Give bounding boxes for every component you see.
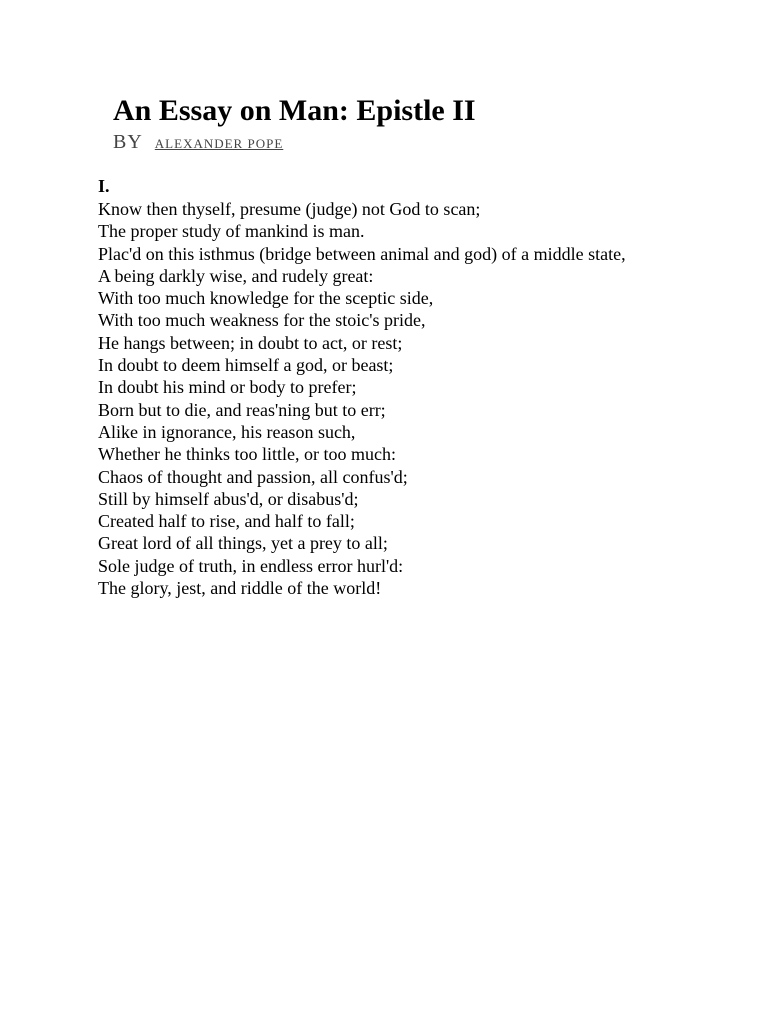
poem-line: In doubt to deem himself a god, or beast; <box>98 355 394 376</box>
section-number: I. <box>98 176 110 196</box>
poem-line: Know then thyself, presume (judge) not God to scan; <box>98 199 481 219</box>
poem-line: Whether he thinks too little, or too much: <box>98 444 396 465</box>
byline <box>113 128 283 158</box>
poem-line: In doubt his mind or body to prefer; <box>98 377 357 398</box>
poem-line: Born but to die, and reas'ning but to err; <box>98 399 386 420</box>
poem-line: Alike in ignorance, his reason such, <box>98 421 356 442</box>
poem-line: Chaos of thought and passion, all confus'd; <box>98 466 408 487</box>
author-link[interactable]: ALEXANDER POPE <box>154 136 284 151</box>
poem-line: He hangs between; in doubt to act, or rest; <box>98 332 403 353</box>
poem-line: Plac'd on this isthmus (bridge between animal and god) of a middle state, <box>98 243 626 264</box>
poem-line: Great lord of all things, yet a prey to all; <box>98 533 388 554</box>
poem-line: A being darkly wise, and rudely great: <box>98 265 374 286</box>
poem-line: Created half to rise, and half to fall; <box>98 511 355 532</box>
page-title: An Essay on Man: Epistle II <box>113 94 476 127</box>
by-label: BY <box>113 131 143 153</box>
poem-line: With too much weakness for the stoic's pride, <box>98 310 426 331</box>
poem-line: Still by himself abus'd, or disabus'd; <box>98 488 359 509</box>
poem-line: The glory, jest, and riddle of the world! <box>98 578 382 599</box>
poem-line: The proper study of mankind is man. <box>98 221 365 242</box>
poem-line: Sole judge of truth, in endless error hurl'd: <box>98 555 404 576</box>
poem-lines <box>98 198 626 599</box>
poem-line: With too much knowledge for the sceptic side, <box>98 288 434 309</box>
